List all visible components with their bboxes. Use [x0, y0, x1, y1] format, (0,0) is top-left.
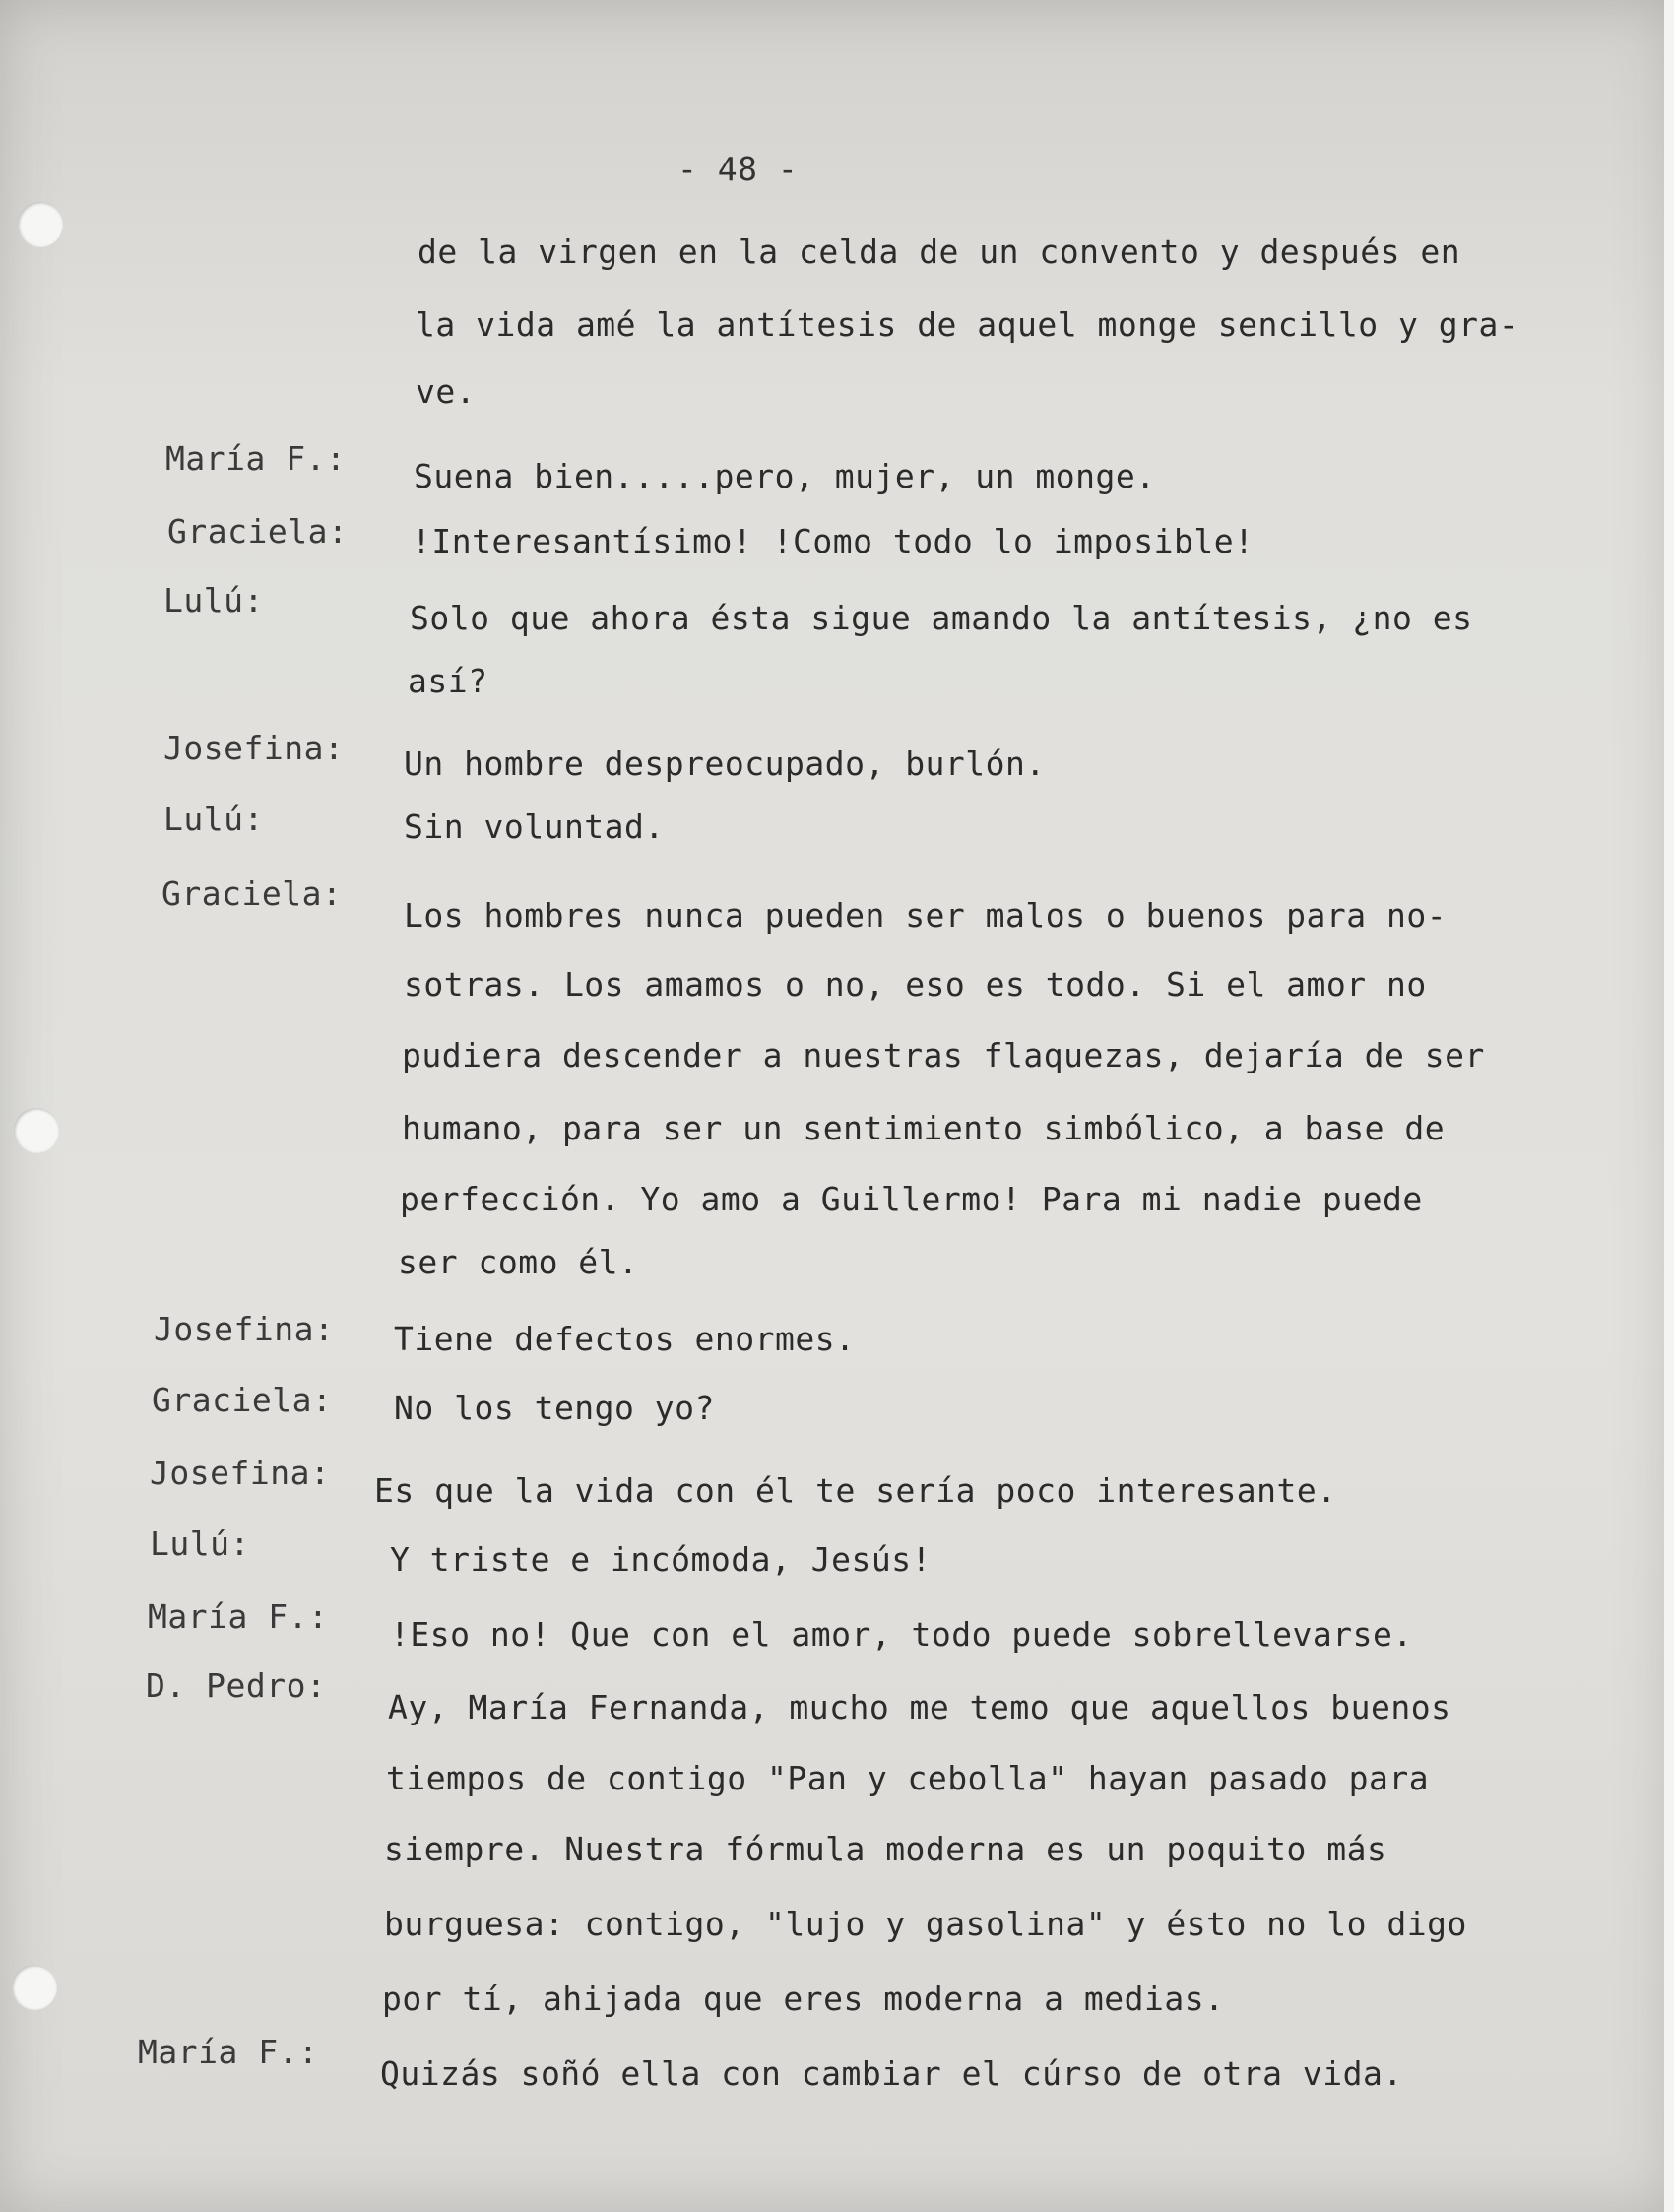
speaker-name: Graciela:	[167, 512, 349, 551]
speaker-name: Josefina:	[150, 1454, 331, 1492]
speaker-name: María F.:	[138, 2033, 319, 2071]
speaker-name: Graciela:	[152, 1381, 333, 1419]
speaker-name: D. Pedro:	[146, 1666, 327, 1705]
dialogue-line: Un hombre despreocupado, burlón.	[404, 745, 1046, 783]
dialogue-line: ser como él.	[398, 1243, 639, 1281]
dialogue-line: perfección. Yo amo a Guillermo! Para mi nadie puede	[400, 1180, 1423, 1218]
dialogue-line: burguesa: contigo, "lujo y gasolina" y ésto no lo digo	[384, 1905, 1467, 1943]
page-edge	[1664, 0, 1674, 2212]
speaker-name: Josefina:	[154, 1310, 335, 1348]
speaker-name: María F.:	[148, 1597, 329, 1636]
dialogue-line: Suena bien.....pero, mujer, un monge.	[414, 457, 1156, 495]
speaker-name: Josefina:	[163, 729, 345, 767]
punch-hole-bottom	[12, 1965, 57, 2010]
dialogue-line: Tiene defectos enormes.	[394, 1320, 856, 1358]
punch-hole-middle	[14, 1108, 59, 1153]
dialogue-line: ve.	[416, 372, 477, 411]
speaker-name: Lulú:	[163, 581, 264, 619]
dialogue-line: Los hombres nunca pueden ser malos o buenos para no-	[404, 896, 1448, 935]
speaker-name: Lulú:	[150, 1525, 250, 1563]
dialogue-line: pudiera descender a nuestras flaquezas, dejaría de ser	[402, 1036, 1485, 1074]
dialogue-line: Quizás soñó ella con cambiar el cúrso de otra vida.	[380, 2054, 1403, 2093]
dialogue-line: Solo que ahora ésta sigue amando la antítesis, ¿no es	[410, 599, 1473, 637]
page-number: - 48 -	[677, 150, 799, 188]
dialogue-line: No los tengo yo?	[394, 1389, 715, 1427]
dialogue-line: !Eso no! Que con el amor, todo puede sobrellevarse.	[390, 1615, 1413, 1654]
dialogue-line: tiempos de contigo "Pan y cebolla" hayan pasado para	[386, 1759, 1430, 1797]
speaker-name: Lulú:	[163, 800, 264, 838]
dialogue-line: la vida amé la antítesis de aquel monge sencillo y gra-	[416, 305, 1519, 344]
dialogue-line: Sin voluntad.	[404, 808, 665, 846]
dialogue-line: Es que la vida con él te sería poco interesante.	[374, 1471, 1337, 1510]
speaker-name: María F.:	[165, 439, 347, 478]
dialogue-line: Y triste e incómoda, Jesús!	[390, 1540, 932, 1579]
dialogue-line: así?	[408, 662, 488, 700]
dialogue-line: por tí, ahijada que eres moderna a medias.	[382, 1980, 1225, 2018]
punch-hole-top	[18, 202, 63, 247]
dialogue-line: Ay, María Fernanda, mucho me temo que aquellos buenos	[388, 1688, 1451, 1726]
dialogue-line: siempre. Nuestra fórmula moderna es un poquito más	[384, 1830, 1387, 1868]
speaker-name: Graciela:	[161, 875, 343, 913]
dialogue-line: !Interesantísimo! !Como todo lo imposible!	[412, 522, 1255, 560]
dialogue-line: de la virgen en la celda de un convento y después en	[418, 232, 1461, 271]
dialogue-line: sotras. Los amamos o no, eso es todo. Si el amor no	[404, 965, 1427, 1004]
dialogue-line: humano, para ser un sentimiento simbólico, a base de	[402, 1109, 1446, 1147]
